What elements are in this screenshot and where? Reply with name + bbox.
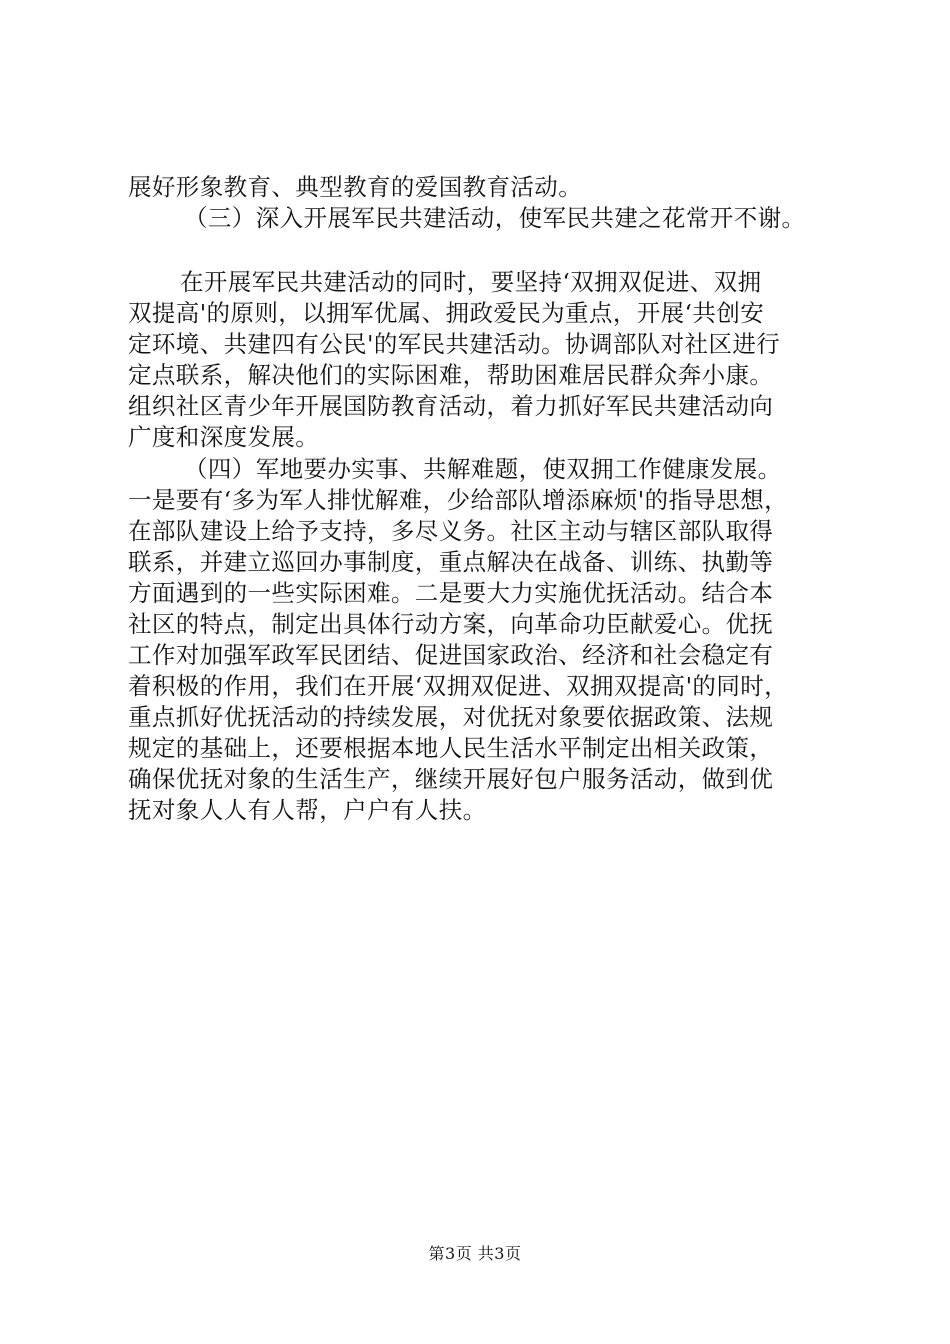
page-number-footer: 第3页 共3页 — [428, 1244, 522, 1263]
paragraph-line: 联系，并建立巡回办事制度，重点解决在战备、训练、执勤等 — [128, 548, 774, 576]
paragraph-line: 定点联系，解决他们的实际困难，帮助困难居民群众奔小康。 — [128, 361, 774, 389]
paragraph-line: 广度和深度发展。 — [128, 423, 320, 451]
paragraph-line: 工作对加强军政军民团结、促进国家政治、经济和社会稳定有 — [128, 641, 774, 669]
paragraph-line: 一是要有‘多为军人排忧解难，少给部队增添麻烦'的指导思想， — [128, 486, 789, 514]
paragraph-line: 组织社区青少年开展国防教育活动，着力抓好军民共建活动向 — [128, 392, 774, 420]
paragraph-line: 重点抓好优抚活动的持续发展，对优抚对象要依据政策、法规 — [128, 703, 774, 731]
section-heading-3: （三）深入开展军民共建活动，使军民共建之花常开不谢。 — [184, 204, 806, 232]
paragraph-line: 方面遇到的一些实际困难。二是要大力实施优抚活动。结合本 — [128, 579, 774, 607]
paragraph-line: 双提高'的原则，以拥军优属、拥政爱民为重点，开展‘共创安 — [128, 299, 765, 327]
paragraph-line: 确保优抚对象的生活生产，继续开展好包户服务活动，做到优 — [128, 765, 774, 793]
paragraph-line: 规定的基础上，还要根据本地人民生活水平制定出相关政策， — [128, 734, 774, 762]
paragraph-line: 定环境、共建四有公民'的军民共建活动。协调部队对社区进行 — [128, 330, 781, 358]
paragraph-line: 社区的特点，制定出具体行动方案，向革命功臣献爱心。优抚 — [128, 610, 774, 638]
paragraph-line: 在部队建设上给予支持，多尽义务。社区主动与辖区部队取得 — [128, 517, 774, 545]
section-heading-4: （四）军地要办实事、共解难题，使双拥工作健康发展。 — [184, 455, 782, 483]
paragraph-line: 在开展军民共建活动的同时，要坚持‘双拥双促进、双拥 — [180, 268, 762, 296]
paragraph-line: 着积极的作用，我们在开展‘双拥双促进、双拥双提高'的同时， — [128, 672, 789, 700]
paragraph-line: 抚对象人人有人帮，户户有人扶。 — [128, 796, 487, 824]
paragraph-line: 展好形象教育、典型教育的爱国教育活动。 — [128, 173, 583, 201]
